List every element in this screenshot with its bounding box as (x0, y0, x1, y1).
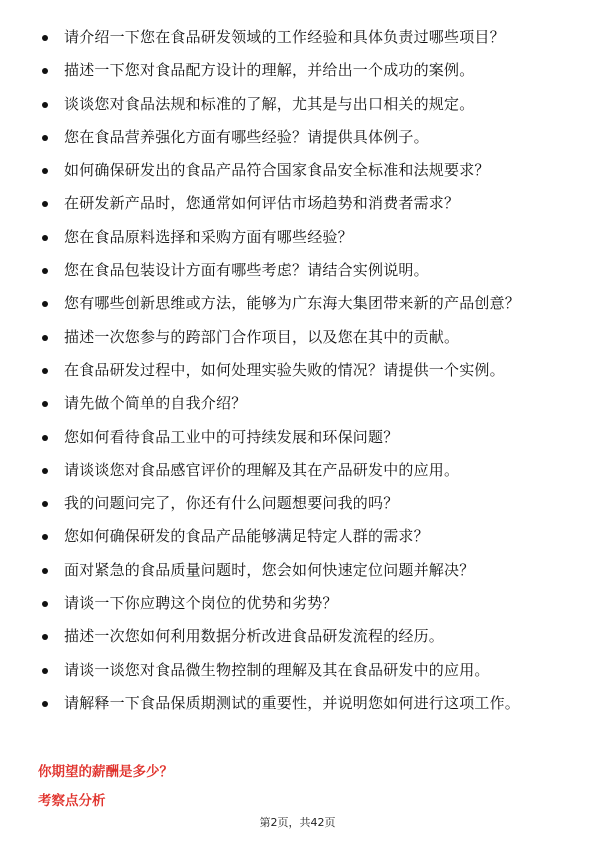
question-text: 描述一下您对食品配方设计的理解，并给出一个成功的案例。 (64, 61, 475, 80)
question-text: 在研发新产品时，您通常如何评估市场趋势和消费者需求？ (64, 194, 460, 213)
bullet-icon (42, 268, 48, 274)
question-text: 请谈一下你应聘这个岗位的优势和劣势？ (64, 594, 338, 613)
question-text: 面对紧急的食品质量问题时，您会如何快速定位问题并解决？ (64, 560, 475, 579)
bullet-icon (42, 634, 48, 640)
bullet-icon (42, 468, 48, 474)
bullet-icon (42, 368, 48, 374)
question-text: 您在食品原料选择和采购方面有哪些经验？ (64, 227, 353, 246)
bullet-icon (42, 301, 48, 307)
list-item (38, 360, 558, 381)
question-text: 请谈谈您对食品感官评价的理解及其在产品研发中的应用。 (64, 460, 460, 479)
bullet-icon (42, 501, 48, 507)
question-text: 谈谈您对食品法规和标准的了解，尤其是与出口相关的规定。 (64, 94, 475, 113)
page-number-footer: 第2页，共42页 (259, 816, 336, 829)
bullet-icon (42, 135, 48, 141)
bullet-icon (42, 35, 48, 41)
list-item (38, 27, 558, 48)
list-item (38, 94, 558, 115)
list-item (38, 127, 558, 148)
list-item (38, 493, 558, 514)
question-text: 您在食品包装设计方面有哪些考虑？请结合实例说明。 (64, 261, 429, 280)
question-list (38, 27, 558, 726)
list-item (38, 327, 558, 348)
bullet-icon (42, 335, 48, 341)
list-item (38, 260, 558, 281)
question-text: 请解释一下食品保质期测试的重要性，并说明您如何进行这项工作。 (64, 693, 521, 712)
question-text: 描述一次您如何利用数据分析改进食品研发流程的经历。 (64, 627, 445, 646)
list-item (38, 526, 558, 547)
question-text: 您如何看待食品工业中的可持续发展和环保问题？ (64, 427, 399, 446)
question-text: 您在食品营养强化方面有哪些经验？请提供具体例子。 (64, 127, 429, 146)
bullet-icon (42, 668, 48, 674)
list-item (38, 393, 558, 414)
bullet-icon (42, 168, 48, 174)
question-text: 请先做个简单的自我介绍？ (64, 394, 247, 413)
bullet-icon (42, 568, 48, 574)
list-item (38, 227, 558, 248)
bullet-icon (42, 102, 48, 108)
bullet-icon (42, 701, 48, 707)
question-text: 在食品研发过程中，如何处理实验失败的情况？请提供一个实例。 (64, 360, 505, 379)
question-text: 我的问题问完了，你还有什么问题想要问我的吗？ (64, 494, 399, 513)
bullet-icon (42, 534, 48, 540)
question-text: 您有哪些创新思维或方法，能够为广东海大集团带来新的产品创意？ (64, 294, 521, 313)
list-item (38, 693, 558, 714)
bullet-icon (42, 401, 48, 407)
question-text: 请谈一谈您对食品微生物控制的理解及其在食品研发中的应用。 (64, 660, 490, 679)
salary-question-heading: 你期望的薪酬是多少？ (38, 764, 173, 780)
list-item (38, 626, 558, 647)
list-item (38, 193, 558, 214)
bullet-icon (42, 201, 48, 207)
question-text: 请介绍一下您在食品研发领域的工作经验和具体负责过哪些项目？ (64, 28, 505, 46)
list-item (38, 593, 558, 614)
question-text: 如何确保研发出的食品产品符合国家食品安全标准和法规要求？ (64, 161, 490, 180)
question-text: 您如何确保研发的食品产品能够满足特定人群的需求？ (64, 527, 429, 546)
analysis-heading: 考察点分析 (38, 793, 106, 809)
list-item (38, 660, 558, 681)
list-item (38, 60, 558, 81)
list-item (38, 160, 558, 181)
bullet-icon (42, 235, 48, 241)
list-item (38, 560, 558, 581)
bullet-icon (42, 68, 48, 74)
bullet-icon (42, 435, 48, 441)
question-text: 描述一次您参与的跨部门合作项目，以及您在其中的贡献。 (64, 327, 460, 346)
list-item (38, 460, 558, 481)
list-item (38, 293, 558, 314)
bullet-icon (42, 601, 48, 607)
list-item (38, 427, 558, 448)
